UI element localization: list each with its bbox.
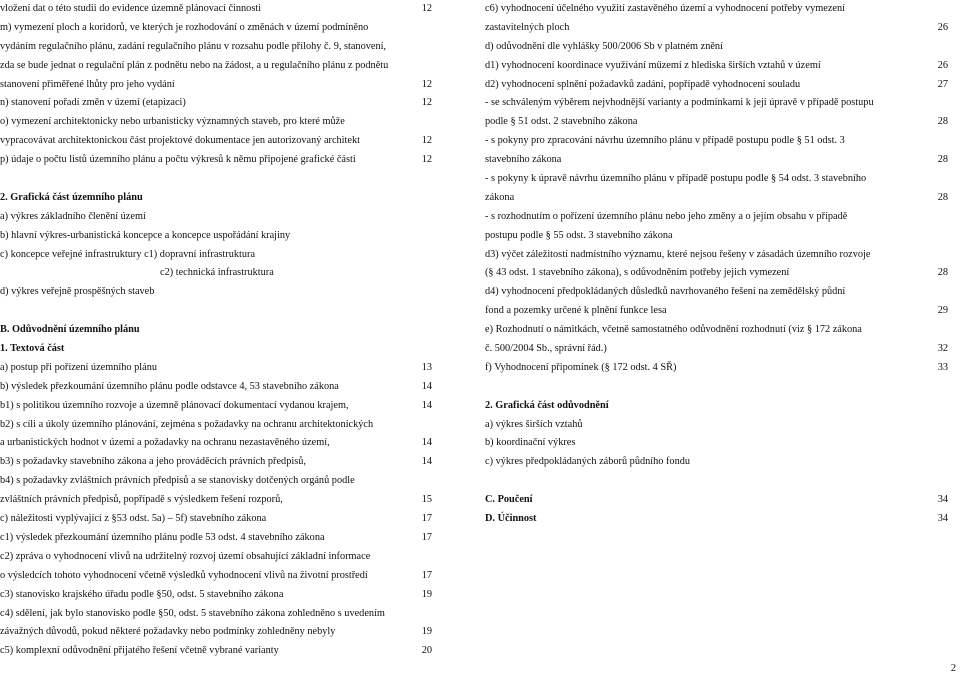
toc-row: [0, 132, 432, 151]
toc-entry-text: vypracovávat architektonickou část projektové dokumentace jen autorizovaný architekt: [0, 135, 360, 147]
toc-row: [485, 378, 948, 397]
toc-row: [485, 132, 948, 151]
toc-row: [485, 113, 948, 132]
toc-row: [485, 510, 948, 529]
toc-entry-text: b2) s cíli a úkoly územního plánování, zejména s požadavky na ochranu architektonických: [0, 418, 374, 430]
toc-entry-text: fond a pozemky určené k plnění funkce lesa: [485, 305, 667, 317]
toc-entry-text: c2) zpráva o vyhodnocení vlivů na udržitelný rozvoj území obsahující základní informace: [0, 550, 371, 562]
toc-entry-text: b) koordinační výkres: [485, 437, 576, 449]
toc-page-number: 13: [421, 361, 432, 373]
toc-row: [0, 302, 432, 321]
toc-page-number: 34: [937, 494, 948, 506]
toc-entry-text: č. 500/2004 Sb., správní řád.): [485, 343, 607, 355]
toc-entry-text: d3) výčet záležitostí nadmístního významu, které nejsou řešeny v zásadách územního rozvoje: [485, 248, 871, 260]
toc-heading: 2. Grafická část územního plánu: [0, 191, 143, 203]
toc-right-column: [485, 0, 948, 529]
toc-row: [485, 416, 948, 435]
toc-entry-text: c3) stanovisko krajského úřadu podle §50, odst. 5 stavebního zákona: [0, 588, 284, 600]
toc-row: [485, 151, 948, 170]
toc-entry-text: b) hlavní výkres-urbanistická koncepce a koncepce uspořádání krajiny: [0, 229, 291, 241]
toc-row: [485, 434, 948, 453]
toc-page-number: 12: [421, 78, 432, 90]
toc-row: [485, 76, 948, 95]
toc-row: [485, 283, 948, 302]
toc-row: [0, 397, 432, 416]
toc-page-number: 17: [421, 569, 432, 581]
toc-page-number: 34: [937, 513, 948, 525]
toc-entry-text: c6) vyhodnocení účelného využití zastavěného území a vyhodnocení potřeby vymezení: [485, 3, 845, 14]
toc-entry-text: zda se bude jednat o regulační plán z podnětu nebo na žádost, a u regulačního plánu z podnětu: [0, 59, 389, 71]
toc-row: [485, 94, 948, 113]
toc-row: [485, 208, 948, 227]
toc-row: [0, 453, 432, 472]
toc-row: [0, 491, 432, 510]
toc-entry-text: d4) vyhodnocení předpokládaných důsledků navrhovaného řešení na zemědělský půdní: [485, 286, 846, 298]
toc-entry-text: - s rozhodnutím o pořízení územního plánu nebo jeho změny a o jejím obsahu v případě: [485, 210, 848, 222]
toc-page-number: 32: [937, 343, 948, 355]
toc-row: [485, 170, 948, 189]
toc-entry-text: zastavitelných ploch: [485, 21, 570, 33]
toc-page-number: 12: [421, 97, 432, 109]
toc-row: [0, 359, 432, 378]
toc-row: [0, 76, 432, 95]
toc-entry-text: vydáním regulačního plánu, zadání regulačního plánu v rozsahu podle přílohy č. 9, stanovení,: [0, 40, 387, 52]
toc-row: [485, 491, 948, 510]
toc-row: [485, 227, 948, 246]
toc-entry-text: d) odůvodnění dle vyhlášky 500/2006 Sb v platném znění: [485, 40, 723, 52]
toc-entry-text: b1) s politikou územního rozvoje a územně plánovací dokumentací vydanou krajem,: [0, 399, 349, 411]
toc-page-number: 29: [937, 305, 948, 317]
toc-row: [485, 359, 948, 378]
toc-entry-text: a) postup při pořízení územního plánu: [0, 361, 157, 373]
toc-row: [0, 472, 432, 491]
toc-row: [0, 246, 432, 265]
toc-entry-text: stanovení přiměřené lhůty pro jeho vydání: [0, 78, 175, 90]
toc-entry-text: a urbanistických hodnot v území a požadavky na ochranu nezastavěného území,: [0, 437, 330, 449]
toc-row: [485, 340, 948, 359]
toc-entry-text: b) výsledek přezkoumání územního plánu podle odstavce 4, 53 stavebního zákona: [0, 380, 339, 392]
toc-row: [485, 264, 948, 283]
toc-row: [0, 642, 432, 661]
toc-row: [0, 0, 432, 19]
toc-entry-text: postupu podle § 55 odst. 3 stavebního zákona: [485, 229, 673, 241]
toc-row: [0, 94, 432, 113]
toc-row: [485, 38, 948, 57]
toc-page-number: 17: [421, 513, 432, 525]
toc-row: [0, 151, 432, 170]
toc-row: [0, 113, 432, 132]
toc-page-number: 14: [421, 437, 432, 449]
toc-entry-text: c) koncepce veřejné infrastruktury c1) dopravní infrastruktura: [0, 248, 256, 260]
toc-entry-text: vložení dat o této studii do evidence územně plánovací činnosti: [0, 3, 262, 14]
toc-row: [485, 472, 948, 491]
toc-entry-text: - s pokyny k úpravě návrhu územního plánu v případě postupu podle § 54 odst. 3 stavebního: [485, 173, 867, 185]
toc-entry-text: d2) vyhodnocení splnění požadavků zadání, popřípadě vyhodnocení souladu: [485, 78, 801, 90]
toc-page-number: 19: [421, 588, 432, 600]
toc-left-column: [0, 0, 432, 661]
toc-row: [485, 57, 948, 76]
toc-entry-text: e) Rozhodnutí o námitkách, včetně samostatného odůvodnění rozhodnutí (viz § 172 zákona: [485, 324, 862, 336]
toc-row: [0, 434, 432, 453]
toc-entry-text: p) údaje o počtu listů územního plánu a počtu výkresů k němu připojené grafické části: [0, 154, 356, 166]
toc-row: [485, 246, 948, 265]
toc-page-number: 14: [421, 399, 432, 411]
toc-row: [0, 586, 432, 605]
toc-entry-text: c5) komplexní odůvodnění přijatého řešení včetně vybrané varianty: [0, 645, 279, 657]
toc-row: [0, 283, 432, 302]
toc-heading: 2. Grafická část odůvodnění: [485, 399, 609, 411]
toc-entry-text: - se schváleným výběrem nejvhodnější varianty a podmínkami k její úpravě v případě postupu: [485, 97, 874, 109]
toc-entry-text: c2) technická infrastruktura: [160, 267, 274, 279]
toc-page-number: 27: [937, 78, 948, 90]
toc-page-number: 28: [937, 116, 948, 128]
toc-entry-text: zvláštních právních předpisů, popřípadě s výsledkem řešení rozporů,: [0, 494, 283, 506]
toc-entry-text: zákona: [485, 191, 515, 203]
toc-page-number: 26: [937, 21, 948, 33]
toc-page-number: 28: [937, 154, 948, 166]
toc-entry-text: závažných důvodů, pokud některé požadavky nebo podmínky zohledněny nebyly: [0, 626, 336, 638]
toc-entry-text: f) Vyhodnocení připomínek (§ 172 odst. 4 SŘ): [485, 361, 677, 373]
toc-row: [0, 170, 432, 189]
toc-entry-text: d) výkres veřejně prospěšných staveb: [0, 286, 155, 298]
toc-row: [485, 321, 948, 340]
toc-entry-text: d1) vyhodnocení koordinace využívání műzemí z hlediska širších vztahů v území: [485, 59, 821, 71]
toc-entry-text: c) výkres předpokládaných záborů půdního fondu: [485, 456, 691, 468]
toc-page-number: 33: [937, 361, 948, 373]
toc-page-number: 17: [421, 531, 432, 543]
toc-row: [0, 567, 432, 586]
toc-row: [0, 340, 432, 359]
toc-row: [0, 378, 432, 397]
toc-entry-text: a) výkres širších vztahů: [485, 418, 583, 430]
toc-row: [0, 19, 432, 38]
toc-row: [0, 605, 432, 624]
toc-heading: C. Poučení: [485, 494, 533, 506]
toc-entry-text: stavebního zákona: [485, 154, 562, 166]
toc-page-number: 14: [421, 380, 432, 392]
toc-row: [0, 529, 432, 548]
toc-entry-text: n) stanovení pořadí změn v území (etapizaci): [0, 97, 186, 109]
toc-heading: 1. Textová část: [0, 343, 65, 355]
toc-row: [0, 227, 432, 246]
toc-row: [0, 208, 432, 227]
toc-row: [0, 416, 432, 435]
toc-row: [485, 302, 948, 321]
toc-page-number: 12: [421, 135, 432, 147]
toc-row: [0, 321, 432, 340]
toc-row: [0, 264, 432, 283]
toc-page-number: 12: [421, 3, 432, 14]
toc-page-number: 26: [937, 59, 948, 71]
toc-row: [0, 38, 432, 57]
toc-row: [485, 19, 948, 38]
toc-row: [0, 57, 432, 76]
toc-row: [485, 0, 948, 19]
toc-entry-text: c) náležitosti vyplývající z §53 odst. 5a) – 5f) stavebního zákona: [0, 513, 267, 525]
toc-entry-text: (§ 43 odst. 1 stavebního zákona), s odůvodněním potřeby jejich vymezení: [485, 267, 790, 279]
toc-row: [0, 548, 432, 567]
toc-page-number: 20: [421, 645, 432, 657]
toc-entry-text: m) vymezení ploch a koridorů, ve kterých je rozhodování o změnách v území podmíněno: [0, 21, 369, 33]
toc-heading: B. Odůvodnění územního plánu: [0, 324, 140, 336]
toc-entry-text: c4) sdělení, jak bylo stanovisko podle §50, odst. 5 stavebního zákona zohledněno s uvedením: [0, 607, 385, 619]
toc-page-number: 14: [421, 456, 432, 468]
toc-entry-text: o) vymezení architektonicky nebo urbanisticky významných staveb, pro které může: [0, 116, 345, 128]
toc-page-number: 15: [421, 494, 432, 506]
page-number: 2: [950, 663, 956, 674]
toc-row: [0, 510, 432, 529]
toc-page-number: 12: [421, 154, 432, 166]
toc-row: [485, 189, 948, 208]
toc-entry-text: c1) výsledek přezkoumání územního plánu podle 53 odst. 4 stavebního zákona: [0, 531, 325, 543]
toc-row: [485, 397, 948, 416]
toc-row: [485, 453, 948, 472]
toc-entry-text: b4) s požadavky zvláštních právních předpisů a se stanovisky dotčených orgánů podle: [0, 475, 355, 487]
toc-entry-text: o výsledcích tohoto vyhodnocení včetně výsledků vyhodnocení vlivů na životní prostředí: [0, 569, 368, 581]
toc-entry-text: podle § 51 odst. 2 stavebního zákona: [485, 116, 638, 128]
toc-entry-text: a) výkres základního členění území: [0, 210, 146, 222]
toc-row: [0, 623, 432, 642]
toc-heading: D. Účinnost: [485, 513, 537, 525]
toc-entry-text: - s pokyny pro zpracování návrhu územního plánu v případě postupu podle § 51 odst. 3: [485, 135, 845, 147]
toc-page-number: 28: [937, 191, 948, 203]
toc-entry-text: b3) s požadavky stavebního zákona a jeho prováděcích právních předpisů,: [0, 456, 306, 468]
toc-row: [0, 189, 432, 208]
toc-page-number: 19: [421, 626, 432, 638]
toc-page-number: 28: [937, 267, 948, 279]
